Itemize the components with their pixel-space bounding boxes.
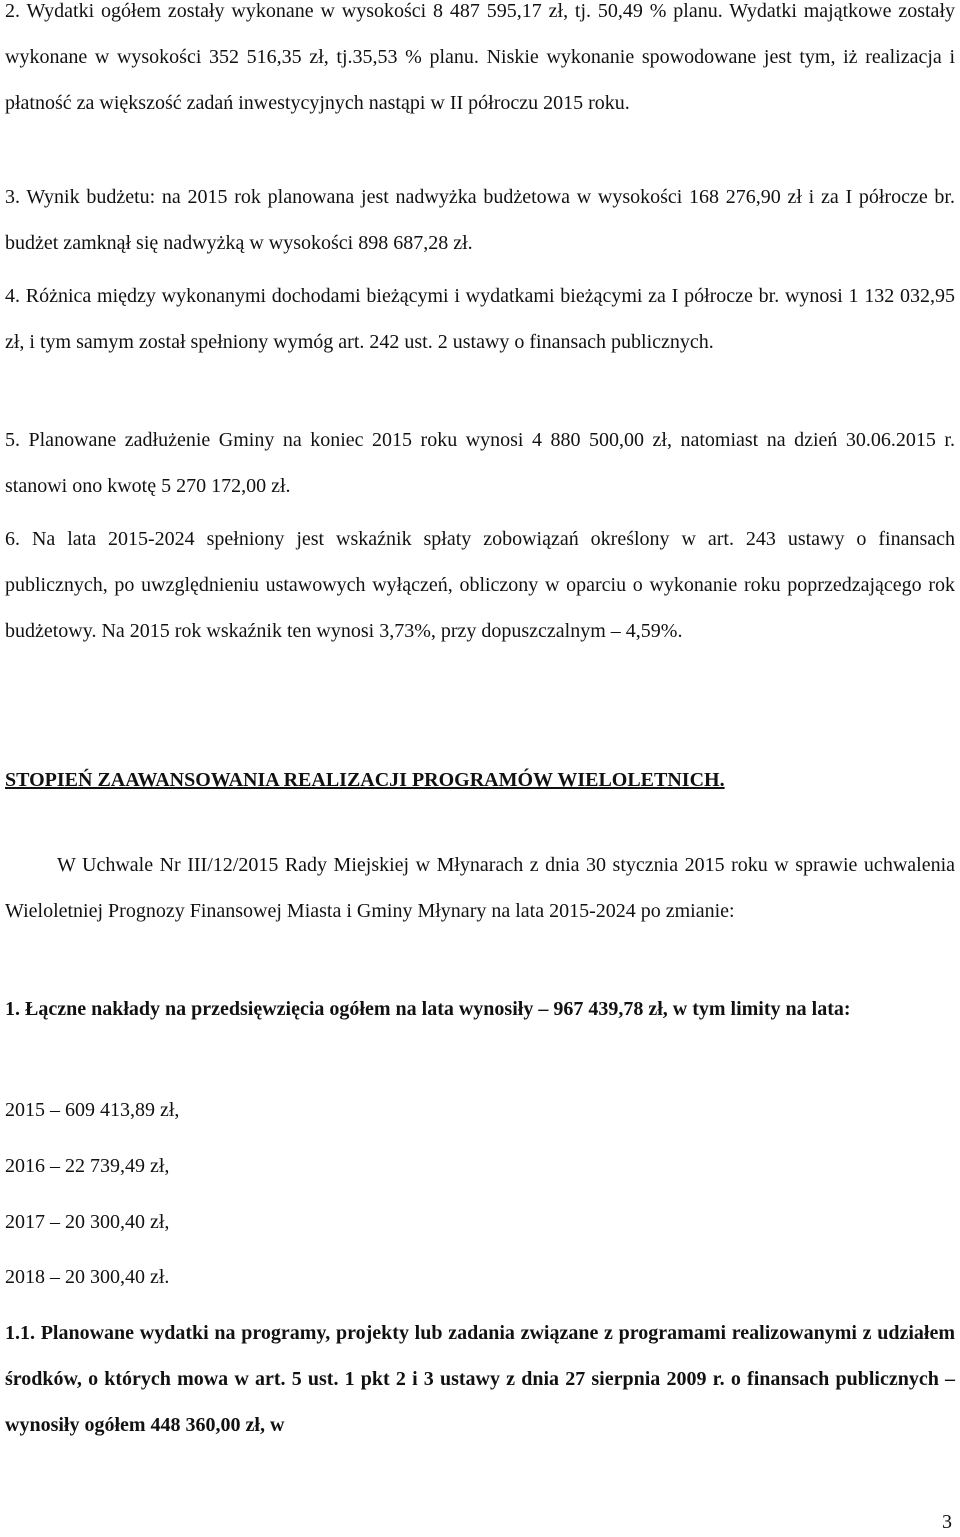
paragraph-debt: 5. Planowane zadłużenie Gminy na koniec 2015 roku wynosi 4 880 500,00 zł, natomiast na dzień 30.06.2015 r. stanowi ono kwotę 5 270 172,00 zł. <box>5 429 955 497</box>
paragraph-total-outlays: 1. Łączne nakłady na przedsięwzięcia ogółem na lata wynosiły – 967 439,78 zł, w tym limity na lata: <box>5 998 851 1020</box>
section-heading: STOPIEŃ ZAAWANSOWANIA REALIZACJI PROGRAMÓW WIELOLETNICH. <box>5 769 725 791</box>
page-number: 3 <box>942 1511 952 1533</box>
limit-2015: 2015 – 609 413,89 zł, <box>5 1099 180 1121</box>
paragraph-resolution: W Uchwale Nr III/12/2015 Rady Miejskiej w Młynarach z dnia 30 stycznia 2015 roku w sprawie uchwalenia Wieloletniej Prognozy Finansowej Miasta i Gminy Młynary na lata 2015-2024 po zmianie: <box>5 854 955 922</box>
paragraph-budget-result: 3. Wynik budżetu: na 2015 rok planowana jest nadwyżka budżetowa w wysokości 168 276,90 zł i za I półrocze br. budżet zamknął się nadwyżką w wysokości 898 687,28 zł. <box>5 186 955 254</box>
paragraph-current-difference: 4. Różnica między wykonanymi dochodami bieżącymi i wydatkami bieżącymi za I półrocze br. wynosi 1 132 032,95 zł, i tym samym został spełniony wymóg art. 242 ust. 2 ustawy o finansach publicznych. <box>5 285 955 353</box>
limit-2018: 2018 – 20 300,40 zł. <box>5 1266 170 1288</box>
limit-2017: 2017 – 20 300,40 zł, <box>5 1211 170 1233</box>
paragraph-debt-ratio: 6. Na lata 2015-2024 spełniony jest wskaźnik spłaty zobowiązań określony w art. 243 ustawy o finansach publicznych, po uwzględnieniu ustawowych wyłączeń, obliczony w oparciu o wykonanie roku poprzedzającego rok budżetowy. Na 2015 rok wskaźnik ten wynosi 3,73%, przy dopuszczalnym – 4,59%. <box>5 528 955 642</box>
limit-2016: 2016 – 22 739,49 zł, <box>5 1155 170 1177</box>
paragraph-expenditures: 2. Wydatki ogółem zostały wykonane w wysokości 8 487 595,17 zł, tj. 50,49 % planu. Wydatki majątkowe zostały wykonane w wysokości 352 516,35 zł, tj.35,53 % planu. Niskie wykonanie spowodowane jest tym, iż realizacja i płatność za większość zadań inwestycyjnych nastąpi w II półroczu 2015 roku. <box>5 0 955 114</box>
paragraph-planned-expenditures: 1.1. Planowane wydatki na programy, projekty lub zadania związane z programami realizowanymi z udziałem środków, o których mowa w art. 5 ust. 1 pkt 2 i 3 ustawy z dnia 27 sierpnia 2009 r. o finansach publicznych – wynosiły ogółem 448 360,00 zł, w <box>5 1322 955 1436</box>
